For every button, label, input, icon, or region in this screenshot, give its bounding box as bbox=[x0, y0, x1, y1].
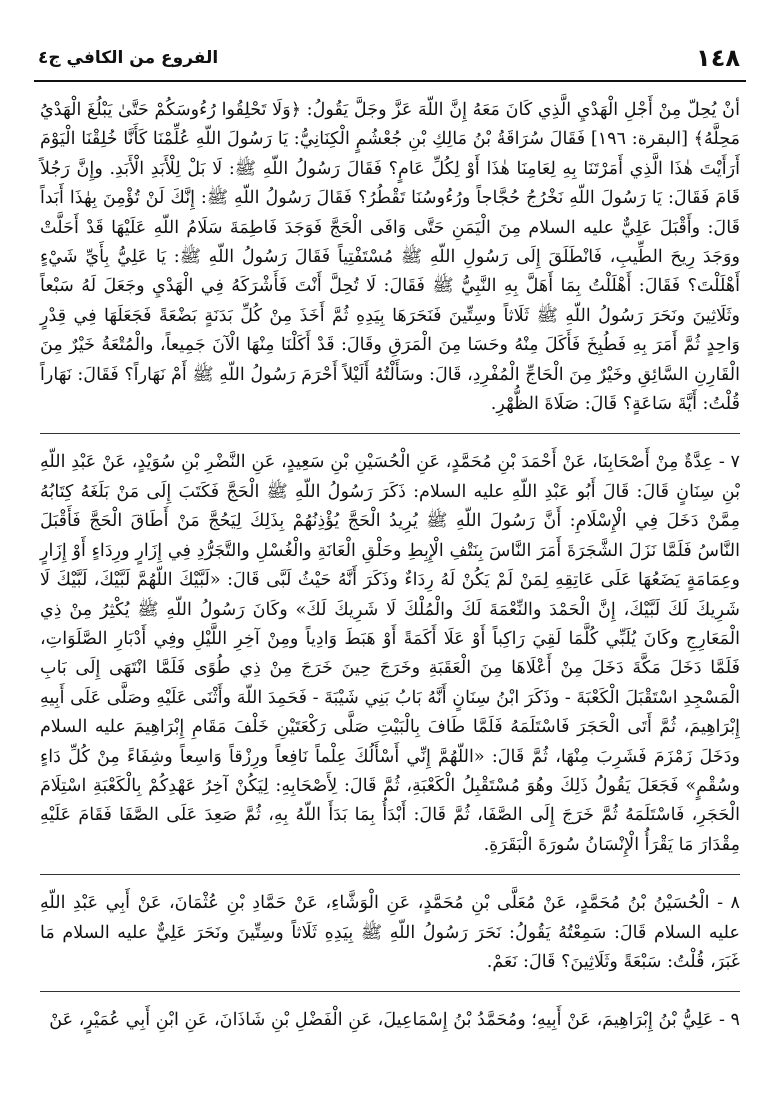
page-header bbox=[34, 42, 746, 76]
header-rule bbox=[34, 80, 746, 82]
hadith-continuation: أنْ يُحِلّ مِنْ أَجْلِ الْهَدْيِ الَّذِي كَانَ مَعَهُ إِنَّ اللّهَ عَزَّ وجَلَّ يَقُولُ: ﴿وَلَا تَحْلِقُوا رُءُوسَكُمْ حَتَّىٰ يَبْلُغَ الْهَدْيُ مَحِلَّهُ﴾ [البقرة: ١٩٦] فَقَالَ سُرَاقَةُ بْنُ مَالِكِ بْنِ جُعْشُمٍ الْكِنَانِيُّ: يَا رَسُولَ اللّهِ عُلِّمْنَا كَأَنَّا خُلِقْنَا الْيَوْمَ أَرَأَيْتَ هٰذَا الَّذِي أَمَرْتَنَا بِهِ لِعَامِنَا هٰذَا أَوْ لِكُلِّ عَامٍ؟ فَقَالَ رَسُولُ اللّهِ ﷺ: لَا بَلْ لِلْأَبَدِ الْأَبَدِ. وإِنَّ رَجُلاً قَامَ فَقَالَ: يَا رَسُولَ اللّهِ نَخْرُجُ حُجَّاجاً ورُءُوسُنَا تَقْطُرُ؟ فَقَالَ رَسُولُ اللّهِ ﷺ: إِنَّكَ لَنْ تُؤْمِنَ بِهٰذَا أَبَداً قَالَ: وأَقْبَلَ عَلِيٌّ عليه السلام مِنَ الْيَمَنِ حَتَّى وَافَى الْحَجَّ فَوَجَدَ فَاطِمَةَ سَلَامُ اللّهِ عَلَيْهَا قَدْ أَحَلَّتْ ووَجَدَ رِيحَ الطِّيبِ، فَانْطَلَقَ إِلَى رَسُولِ اللّهِ ﷺ مُسْتَفْتِياً فَقَالَ رَسُولُ اللّهِ ﷺ: يَا عَلِيُّ بِأَيِّ شَيْءٍ أَهْلَلْتَ؟ فَقَالَ: أَهْلَلْتُ بِمَا أَهَلَّ بِهِ النَّبِيُّ ﷺ فَقَالَ: لَا تُحِلَّ أَنْتَ فَأَشْرَكَهُ فِي الْهَدْيِ وجَعَلَ لَهُ سَبْعاً وثَلَاثِينَ ونَحَرَ رَسُولُ اللّهِ ﷺ ثَلَاثاً وسِتِّينَ فَنَحَرَهَا بِيَدِهِ ثُمَّ أَخَذَ مِنْ كُلِّ بَدَنَةٍ بَضْعَةً فَجَعَلَهَا فِي قِدْرٍ وَاحِدٍ ثُمَّ أَمَرَ بِهِ فَطُبِخَ فَأَكَلَ مِنْهُ وحَسَا مِنَ الْمَرَقِ وقَالَ: قَدْ أَكَلْنَا مِنْهَا الْآنَ جَمِيعاً، والْمُتْعَةُ خَيْرٌ مِنَ الْقَارِنِ السَّائِقِ وخَيْرٌ مِنَ الْحَاجِّ الْمُفْرِدِ، قَالَ: وسَأَلْتُهُ أَلَيْلاً أَحْرَمَ رَسُولُ اللّهِ ﷺ أَمْ نَهَاراً؟ فَقَالَ: نَهَاراً قُلْتُ: أَيَّةَ سَاعَةٍ؟ قَالَ: صَلَاةَ الظُّهْرِ. bbox=[40, 100, 740, 415]
body-text bbox=[40, 96, 740, 1036]
hadith-divider bbox=[40, 991, 740, 992]
hadith-divider bbox=[40, 433, 740, 434]
hadith-9: ٩ - عَلِيُّ بْنُ إِبْرَاهِيمَ، عَنْ أَبِيهِ؛ ومُحَمَّدُ بْنُ إِسْمَاعِيلَ، عَنِ الْفَضْلِ بْنِ شَاذَانَ، عَنِ ابْنِ أَبِي عُمَيْرٍ، عَنْ bbox=[49, 1010, 740, 1031]
hadith-8: ٨ - الْحُسَيْنُ بْنُ مُحَمَّدٍ، عَنْ مُعَلَّى بْنِ مُحَمَّدٍ، عَنِ الْوَشَّاءِ، عَنْ حَمَّادِ بْنِ عُثْمَانَ، عَنْ أَبِي عَبْدِ اللّهِ عليه السلام قَالَ: سَمِعْتُهُ يَقُولُ: نَحَرَ رَسُولُ اللّهِ ﷺ بِيَدِهِ ثَلَاثاً وسِتِّينَ ونَحَرَ عَلِيٌّ عليه السلام مَا غَبَرَ، قُلْتُ: سَبْعَةً وثَلَاثِينَ؟ قَالَ: نَعَمْ. bbox=[40, 893, 740, 972]
running-title: الفروع من الكافي ج٤ bbox=[38, 48, 219, 68]
hadith-7: ٧ - عِدَّةٌ مِنْ أَصْحَابِنَا، عَنْ أَحْمَدَ بْنِ مُحَمَّدٍ، عَنِ الْحُسَيْنِ بْنِ سَعِيدٍ، عَنِ النَّضْرِ بْنِ سُوَيْدٍ، عَنْ عَبْدِ اللّهِ بْنِ سِنَانٍ قَالَ: قَالَ أَبُو عَبْدِ اللّهِ عليه السلام: ذَكَرَ رَسُولُ اللّهِ ﷺ الْحَجَّ فَكَتَبَ إِلَى مَنْ بَلَغَهُ كِتَابُهُ مِمَّنْ دَخَلَ فِي الْإِسْلَامِ: أَنَّ رَسُولَ اللّهِ ﷺ يُرِيدُ الْحَجَّ يُؤْذِنُهُمْ بِذَلِكَ لِيَحُجَّ مَنْ أَطَاقَ الْحَجَّ فَأَقْبَلَ النَّاسُ فَلَمَّا نَزَلَ الشَّجَرَةَ أَمَرَ النَّاسَ بِنَتْفِ الْإِبِطِ وحَلْقِ الْعَانَةِ والْغُسْلِ والتَّجَرُّدِ فِي إِزَارٍ ورِدَاءٍ أَوْ إِزَارٍ وعِمَامَةٍ يَضَعُهَا عَلَى عَاتِقِهِ لِمَنْ لَمْ يَكُنْ لَهُ رِدَاءٌ وذَكَرَ أَنَّهُ حَيْثُ لَبَّى قَالَ: «لَبَّيْكَ اللّهُمَّ لَبَّيْكَ، لَبَّيْكَ لَا شَرِيكَ لَكَ لَبَّيْكَ، إِنَّ الْحَمْدَ والنِّعْمَةَ لَكَ والْمُلْكَ لَا شَرِيكَ لَكَ» وكَانَ رَسُولُ اللّهِ ﷺ يُكْثِرُ مِنْ ذِي الْمَعَارِجِ وكَانَ يُلَبِّي كُلَّمَا لَقِيَ رَاكِباً أَوْ عَلَا أَكَمَةً أَوْ هَبَطَ وَادِياً ومِنْ آخِرِ اللَّيْلِ وفِي أَدْبَارِ الصَّلَوَاتِ، فَلَمَّا دَخَلَ مَكَّةَ دَخَلَ مِنْ أَعْلَاهَا مِنَ الْعَقَبَةِ وخَرَجَ حِينَ خَرَجَ مِنْ ذِي طُوًى فَلَمَّا انْتَهَى إِلَى بَابِ الْمَسْجِدِ اسْتَقْبَلَ الْكَعْبَةَ - وذَكَرَ ابْنُ سِنَانٍ أَنَّهُ بَابُ بَنِي شَيْبَةَ - فَحَمِدَ اللّهَ وأَثْنَى عَلَيْهِ وصَلَّى عَلَى أَبِيهِ إِبْرَاهِيمَ، ثُمَّ أَتَى الْحَجَرَ فَاسْتَلَمَهُ فَلَمَّا طَافَ بِالْبَيْتِ صَلَّى رَكْعَتَيْنِ خَلْفَ مَقَامِ إِبْرَاهِيمَ عليه السلام ودَخَلَ زَمْزَمَ فَشَرِبَ مِنْهَا، ثُمَّ قَالَ: «اللّهُمَّ إِنِّي أَسْأَلُكَ عِلْماً نَافِعاً ورِزْقاً وَاسِعاً وشِفَاءً مِنْ كُلِّ دَاءٍ وسُقْمٍ» فَجَعَلَ يَقُولُ ذَلِكَ وهُوَ مُسْتَقْبِلُ الْكَعْبَةِ، ثُمَّ قَالَ: لِأَصْحَابِهِ: لِيَكُنْ آخِرُ عَهْدِكُمْ بِالْكَعْبَةِ اسْتِلَامَ الْحَجَرِ، فَاسْتَلَمَهُ ثُمَّ خَرَجَ إِلَى الصَّفَا، ثُمَّ قَالَ: أَبْدَأُ بِمَا بَدَأَ اللّهُ بِهِ، ثُمَّ صَعِدَ عَلَى الصَّفَا فَقَامَ عَلَيْهِ مِقْدَارَ مَا يَقْرَأُ الْإِنْسَانُ سُورَةَ الْبَقَرَةِ. bbox=[40, 452, 740, 855]
page-number: ١٤٨ bbox=[696, 44, 740, 72]
hadith-divider bbox=[40, 874, 740, 875]
